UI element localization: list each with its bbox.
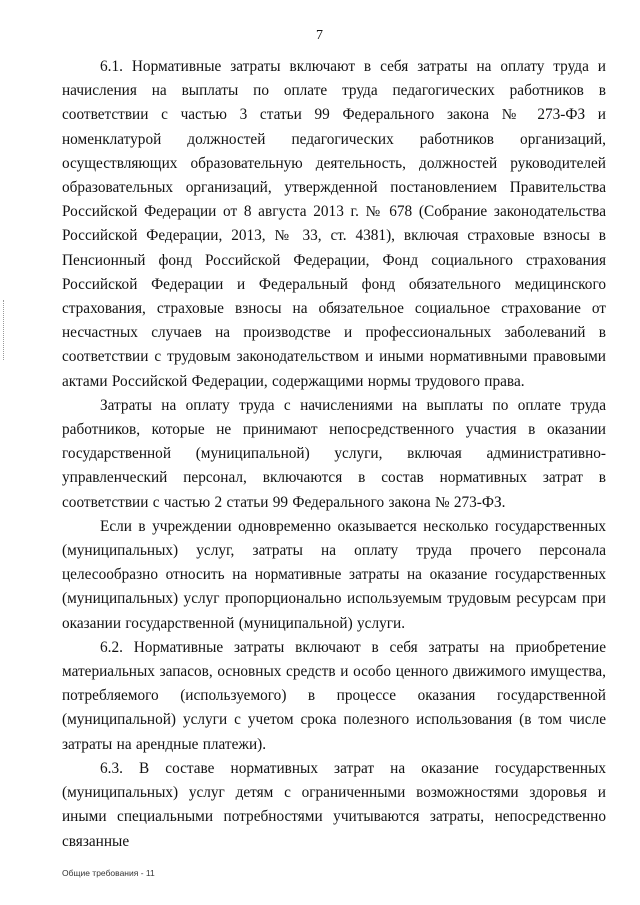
- paragraph-6-2: 6.2. Нормативные затраты включают в себя затраты на приобретение материальных запасов, основных средств и особо ценного движимого имущества, потребляемого (используемого) в процессе оказания государственной (муниципальной) услуги с учетом срока полезного использования (в том числе затраты на арендные платежи).: [62, 638, 606, 753]
- paragraph-multiple-services: Если в учреждении одновременно оказывается несколько государственных (муниципальных) услуг, затраты на оплату труда прочего персонала целесообразно относить на нормативные затраты на оказание государственных (муниципальных) услуг пропорционально используемым трудовым ресурсам при оказании государственной (муниципальной) услуги.: [62, 517, 606, 632]
- paragraph-labor-costs: Затраты на оплату труда с начислениями на выплаты по оплате труда работников, которые не принимают непосредственного участия в оказании государственной (муниципальной) услуги, включая административно-управленческий персонал, включаются в состав нормативных затрат в соответствии с частью 2 статьи 99 Федерального закона № 273-ФЗ.: [62, 396, 606, 511]
- document-body: [62, 55, 606, 854]
- page-number: 7: [316, 28, 324, 43]
- paragraph-6-1: 6.1. Нормативные затраты включают в себя затраты на оплату труда и начисления на выплаты по оплате труда педагогических работников в соответствии с частью 3 статьи 99 Федерального закона № 273-ФЗ и номенклатурой должностей педагогических работников организаций, осуществляющих образовательную деятельность, должностей руководителей образовательных организаций, утвержденной постановлением Правительства Российской Федерации от 8 августа 2013 г. № 678 (Собрание законодательства Российской Федерации, 2013, № 33, ст. 4381), включая страховые взносы в Пенсионный фонд Российской Федерации, Фонд социального страхования Российской Федерации и Федеральный фонд обязательного медицинского страхования, страховые взносы на обязательное социальное страхование от несчастных случаев на производстве и профессиональных заболеваний в соответствии с трудовым законодательством и иными нормативными правовыми актами Российской Федерации, содержащими нормы трудового права.: [62, 58, 606, 390]
- margin-scan-marks: [3, 300, 6, 360]
- paragraph-6-3: 6.3. В составе нормативных затрат на оказание государственных (муниципальных) услуг детям с ограниченными возможностями здоровья и иными специальными потребностями учитываются затраты, непосредственно связанные: [62, 759, 606, 850]
- footer-note: Общие требования - 11: [62, 868, 155, 878]
